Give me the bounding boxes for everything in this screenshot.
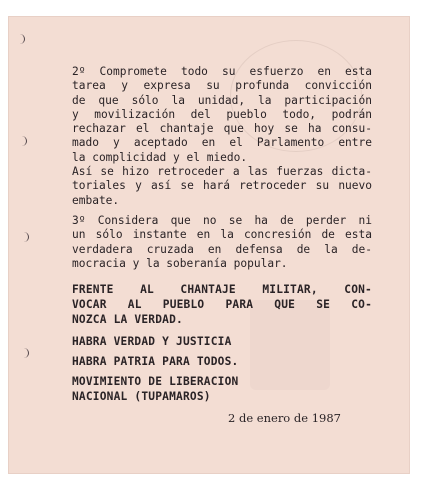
text-line: un sólo instante en la concresión de esta (72, 228, 372, 242)
text-line: Así se hizo retroceder a las fuerzas dicta- (72, 165, 372, 179)
paragraph-2 (72, 65, 372, 208)
slogan-patria (72, 354, 372, 369)
document-date: 2 de enero de 1987 (228, 411, 341, 425)
text-line: rechazar el chantaje que hoy se ha consu- (72, 122, 372, 136)
slogan-verdad (72, 334, 372, 349)
text-line: HABRA PATRIA PARA TODOS. (72, 355, 239, 368)
text-line: tarea y expresa su profunda convicción (72, 79, 372, 93)
text-line: la complicidad y el miedo. (72, 150, 248, 164)
text-line: embate. (72, 193, 120, 207)
text-line: MOVIMIENTO DE LIBERACION (72, 375, 239, 388)
text-line: mado y aceptado en el Parlamento entre (72, 136, 372, 150)
text-line: y movilización del pueblo todo, podrán (72, 107, 372, 121)
paragraph-3 (72, 214, 372, 271)
text-line: VOCAR AL PUEBLO PARA QUE SE CO- (72, 298, 372, 311)
text-line: de que sólo la unidad, la participación (72, 93, 372, 107)
text-line: 3º Considera que no se ha de perder ni (72, 214, 372, 227)
text-line: NACIONAL (TUPAMAROS) (72, 390, 211, 403)
signature (72, 374, 372, 404)
text-line: verdadera cruzada en defensa de la de- (72, 242, 372, 256)
text-line: FRENTE AL CHANTAJE MILITAR, CON- (72, 283, 372, 296)
text-line: NOZCA LA VERDAD. (72, 313, 183, 326)
text-line: toriales y así se hará retroceder su nuevo (72, 179, 372, 193)
text-line: mocracia y la soberanía popular. (72, 256, 288, 270)
text-line: HABRA VERDAD Y JUSTICIA (72, 335, 232, 348)
text-line: 2º Compromete todo su esfuerzo en esta (72, 65, 372, 78)
call-to-action (72, 282, 372, 327)
